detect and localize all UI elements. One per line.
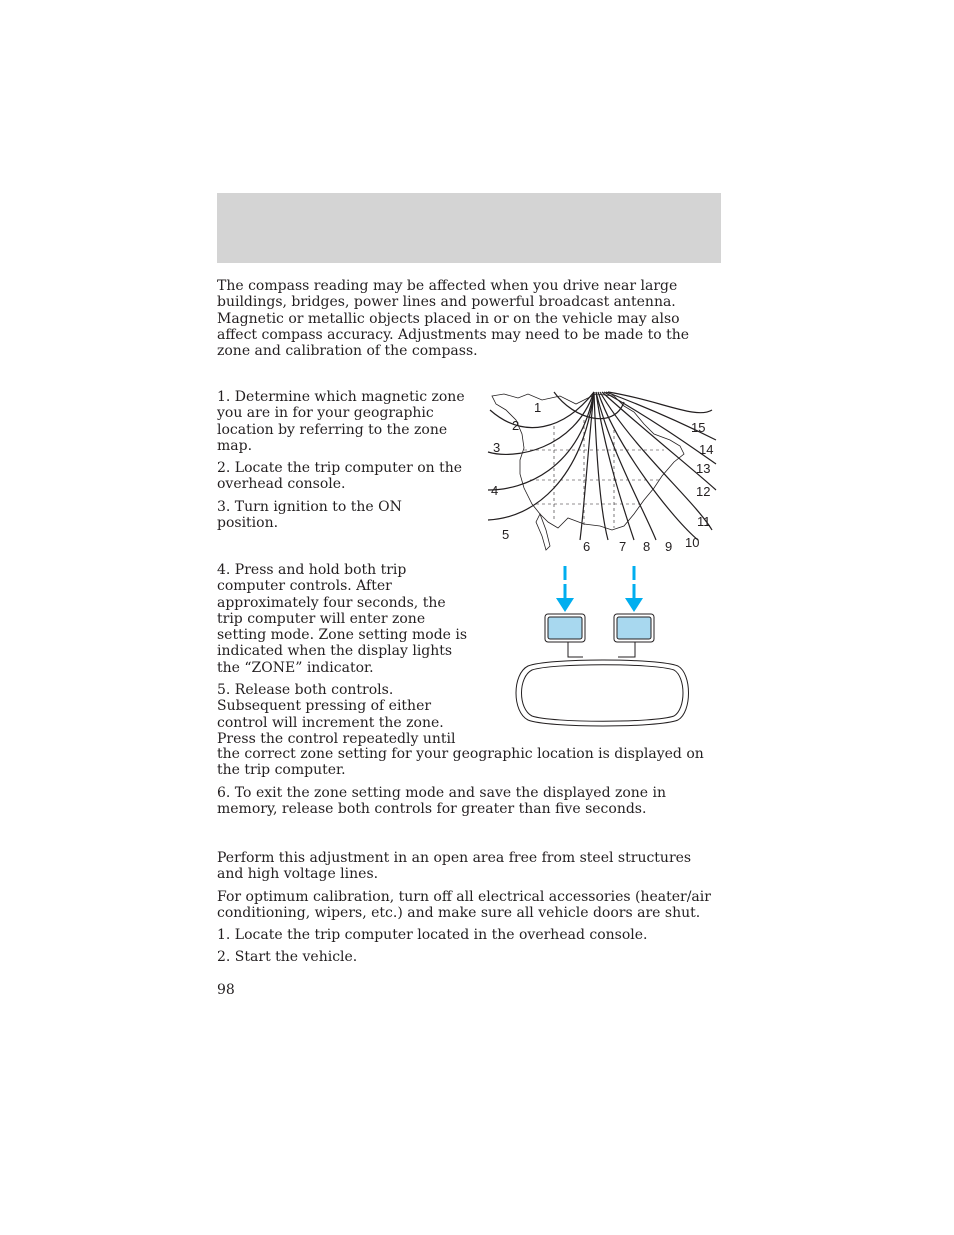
zone-label: 15 (691, 420, 706, 435)
zone-step: 3. Turn ignition to the ON position. (217, 498, 402, 532)
zone-step-continued: the correct zone setting for your geographic location is displayed on the trip computer. (217, 746, 704, 779)
zone-steps-list (217, 389, 467, 537)
zone-label: 2 (512, 418, 520, 433)
zone-label: 1 (534, 400, 542, 415)
zone-step-6: 6. To exit the zone setting mode and save the displayed zone in memory, release both controls for greater than five seconds. (217, 785, 667, 818)
zone-step: 4. Press and hold both trip computer controls. After approximately four seconds, the trip computer will enter zone setting mode. Zone setting mode is indicated when the display lights the “ZONE” indicator. (217, 562, 468, 676)
section-header-band (217, 193, 721, 263)
zone-label: 10 (685, 535, 700, 550)
zone-label: 9 (665, 539, 673, 554)
calibration-paragraph: For optimum calibration, turn off all electrical accessories (heater/air conditioning, wipers, etc.) and make sure all vehicle doors are shut. (217, 888, 711, 921)
intro-paragraph: The compass reading may be affected when you drive near large buildings, bridges, power lines and powerful broadcast antenna. Magnetic or metallic objects placed in or on the vehicle may also affect compass accuracy. Adjustments may need to be made to the zone and calibration of the compass. (217, 278, 690, 360)
down-arrow-icon (556, 566, 574, 612)
zone-label: 7 (619, 539, 627, 554)
zone-label: 6 (583, 539, 591, 554)
zone-step: 2. Locate the trip computer on the overhead console. (217, 460, 463, 493)
zone-label: 3 (493, 440, 501, 455)
zone-label: 12 (696, 484, 711, 499)
zone-label: 4 (491, 483, 499, 498)
page-number: 98 (217, 982, 235, 998)
calibration-paragraph: Perform this adjustment in an open area free from steel structures and high voltage lines. (217, 850, 692, 883)
calibration-step: 2. Start the vehicle. (217, 949, 358, 966)
zone-label: 14 (699, 442, 714, 457)
magnetic-zone-map (484, 390, 724, 558)
zone-label: 5 (502, 527, 510, 542)
down-arrow-icon (625, 566, 643, 612)
trip-computer-diagram (508, 562, 698, 728)
overhead-console-display (516, 660, 689, 726)
zone-step: 1. Determine which magnetic zone you are in for your geographic location by referring to the zone map. (217, 389, 465, 454)
zone-label: 13 (696, 461, 711, 476)
zone-steps-list-b (217, 562, 475, 753)
calibration-step: 1. Locate the trip computer located in the overhead console. (217, 927, 648, 944)
zone-label: 8 (643, 539, 651, 554)
calibration-section (217, 850, 721, 972)
zone-label: 11 (697, 514, 711, 529)
zone-step: 5. Release both controls. Subsequent pressing of either control will increment the zone. Press the control repeatedly until (217, 682, 456, 747)
